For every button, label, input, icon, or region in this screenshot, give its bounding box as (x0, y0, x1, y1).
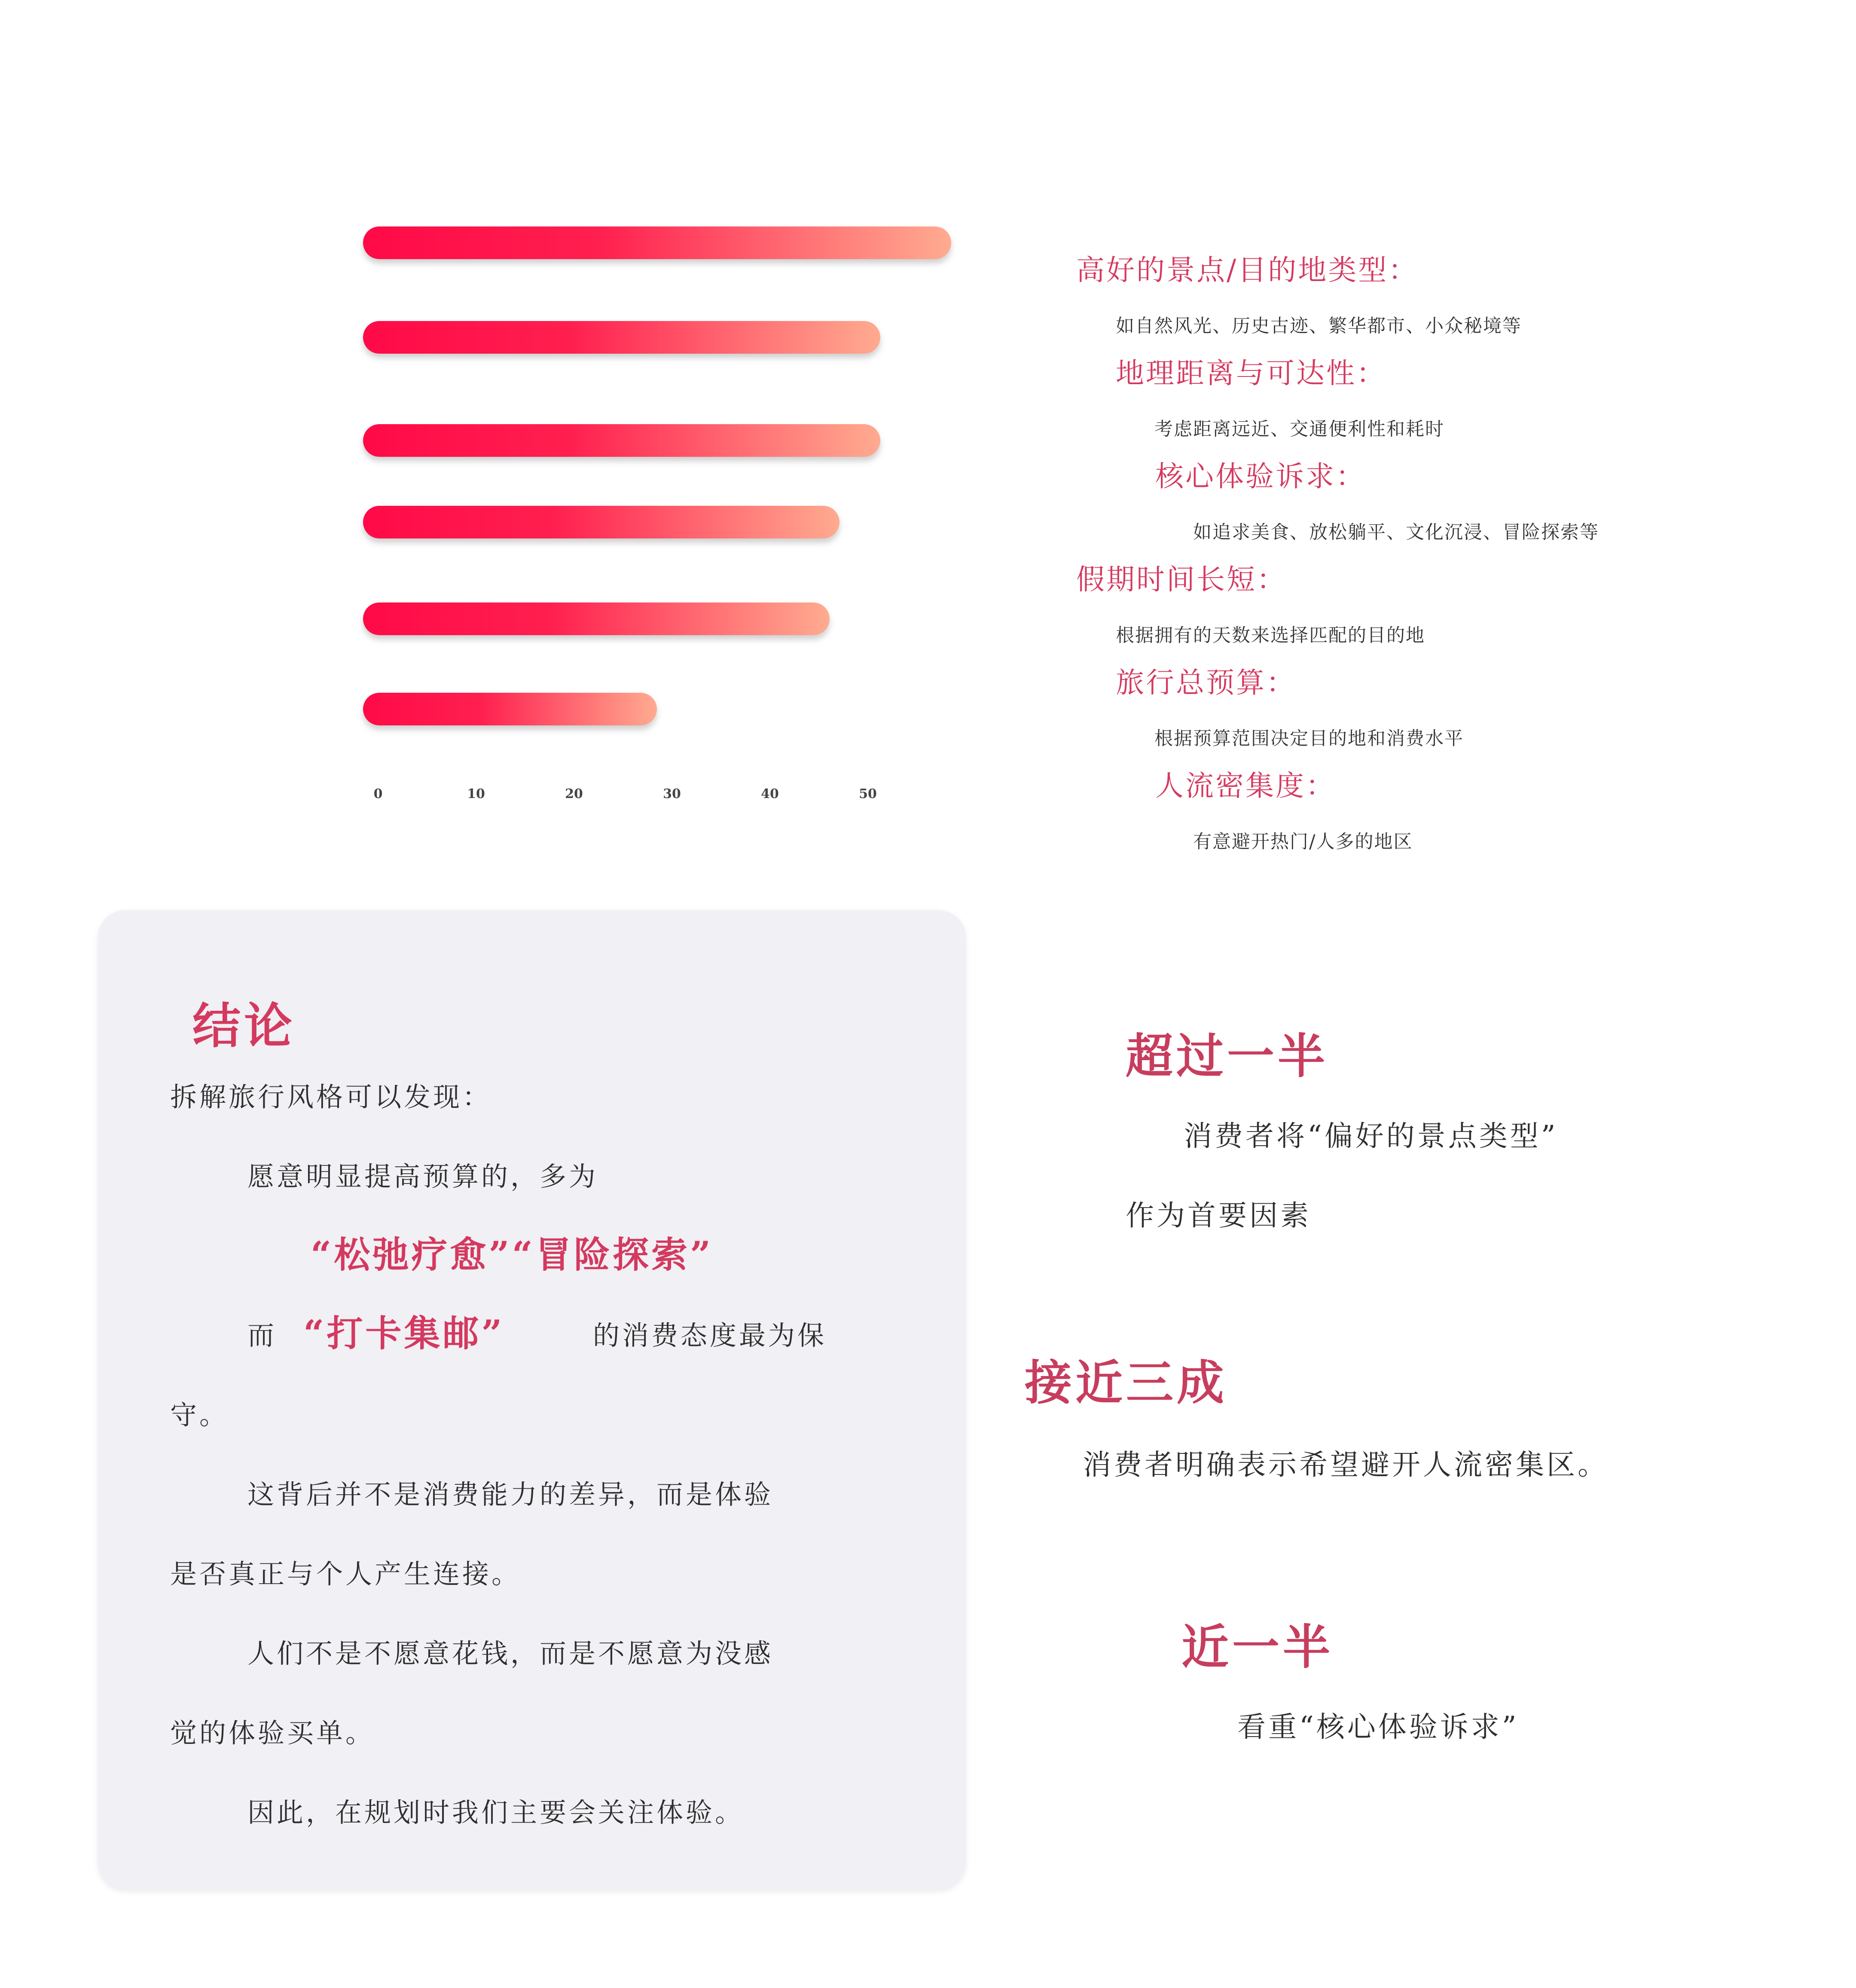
conclusion-line-4: 守。 (170, 1399, 229, 1431)
bar (363, 424, 880, 457)
x-tick-label: 40 (761, 786, 779, 801)
factor-title-budget: 旅行总预算： (1116, 666, 1296, 699)
conclusion-line-5: 这背后并不是消费能力的差异，而是体验 (247, 1479, 774, 1510)
conclusion-line-7: 人们不是不愿意花钱，而是不愿意为没感 (247, 1638, 774, 1669)
x-tick-label: 0 (373, 786, 383, 801)
stat-text-near-thirty-1: 消费者明确表示希望避开人流密集区。 (1083, 1448, 1609, 1481)
x-tick-label: 30 (663, 786, 681, 801)
stat-title-near-half: 近一半 (1181, 1619, 1334, 1675)
factor-title-holiday-length: 假期时间长短： (1076, 563, 1287, 596)
conclusion-accent-checkin: “打卡集邮” (303, 1312, 505, 1355)
factor-desc-distance: 考虑距离远近、交通便利性和耗时 (1154, 419, 1444, 440)
factor-desc-core-experience: 如追求美食、放松躺平、文化沉浸、冒险探索等 (1193, 522, 1599, 543)
bar (363, 321, 880, 354)
bar (363, 693, 657, 725)
conclusion-line-3a: 而 (247, 1320, 277, 1351)
factor-desc-crowd: 有意避开热门/人多的地区 (1193, 831, 1413, 853)
conclusion-line-1: 拆解旅行风格可以发现： (170, 1081, 492, 1113)
factor-title-destination-type: 高好的景点/目的地类型： (1076, 254, 1419, 287)
stat-text-near-half-1: 看重“核心体验诉求” (1237, 1710, 1519, 1743)
bar (363, 506, 839, 538)
conclusion-line-3b: 的消费态度最为保 (593, 1320, 827, 1351)
x-tick-label: 50 (859, 786, 877, 801)
conclusion-card (98, 910, 966, 1890)
bar (363, 603, 830, 635)
factor-desc-destination-type: 如自然风光、历史古迹、繁华都市、小众秘境等 (1116, 315, 1522, 337)
stat-text-over-half-2: 作为首要因素 (1126, 1199, 1311, 1232)
factor-desc-budget: 根据预算范围决定目的地和消费水平 (1154, 728, 1464, 749)
conclusion-line-6: 是否真正与个人产生连接。 (170, 1558, 521, 1590)
stat-title-over-half: 超过一半 (1126, 1028, 1328, 1084)
x-tick-label: 20 (565, 786, 583, 801)
bar-chart (0, 0, 945, 842)
factor-title-crowd: 人流密集度： (1155, 769, 1336, 802)
factor-title-core-experience: 核心体验诉求： (1155, 460, 1366, 493)
factor-title-distance: 地理距离与可达性： (1116, 357, 1386, 390)
bar (363, 226, 951, 259)
factor-desc-holiday-length: 根据拥有的天数来选择匹配的目的地 (1116, 625, 1425, 646)
conclusion-title: 结论 (192, 998, 296, 1054)
conclusion-line-2: 愿意明显提高预算的，多为 (247, 1161, 598, 1192)
stat-text-over-half-1: 消费者将“偏好的景点类型” (1184, 1119, 1558, 1153)
stat-title-near-thirty: 接近三成 (1025, 1355, 1227, 1410)
conclusion-accent-styles: “松弛疗愈”“冒险探索” (311, 1233, 714, 1276)
conclusion-line-8: 觉的体验买单。 (170, 1717, 375, 1749)
conclusion-line-9: 因此，在规划时我们主要会关注体验。 (247, 1797, 745, 1828)
x-tick-label: 10 (467, 786, 485, 801)
